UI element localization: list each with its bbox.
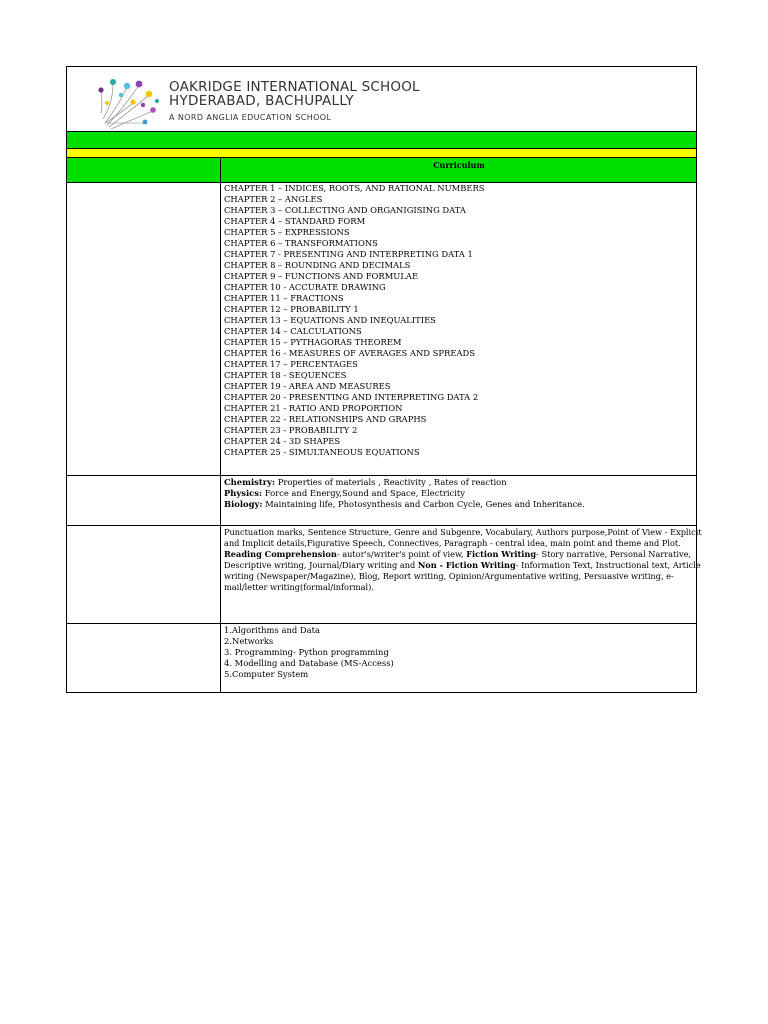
physics-label: Physics: [224, 488, 263, 498]
logo-dot [110, 79, 116, 85]
ict-item: 3. Programming- Python programming [224, 647, 389, 657]
english-subject-cell [67, 526, 221, 623]
english-line: Punctuation marks, Sentence Structure, Genre and Subgenre, Vocabulary, Authors purpose,Point of View - Explicit [224, 527, 702, 537]
curriculum-header: Curriculum [433, 160, 485, 170]
science-subject-cell [67, 476, 221, 525]
english-line [224, 549, 694, 560]
fiction-writing-label: Fiction Writing [466, 549, 537, 559]
chemistry-label: Chemistry: [224, 477, 276, 487]
chapter-item: CHAPTER 2 – ANGLES [224, 194, 323, 204]
school-tagline: A NORD ANGLIA EDUCATION SCHOOL [169, 113, 332, 122]
english-line: writing (Newspaper/Magazine), Blog, Report writing, Opinion/Argumentative writing, Persuasive writing, e- [224, 571, 674, 581]
chapter-item: CHAPTER 24 - 3D SHAPES [224, 436, 341, 446]
chemistry-line [224, 477, 694, 488]
chapter-item: CHAPTER 21 - RATIO AND PROPORTION [224, 403, 403, 413]
chapter-item: CHAPTER 25 - SIMULTANEOUS EQUATIONS [224, 447, 420, 457]
chapter-item: CHAPTER 6 – TRANSFORMATIONS [224, 238, 378, 248]
english-line: mail/letter writing(formal/informal). [224, 582, 374, 592]
chapter-item: CHAPTER 3 – COLLECTING AND ORGANIGISING DATA [224, 205, 466, 215]
english-row [67, 525, 702, 623]
yellow-band [67, 148, 696, 157]
physics-topics: Force and Energy,Sound and Space, Electricity [262, 488, 465, 498]
maths-subject-cell [67, 183, 221, 475]
physics-line [224, 488, 694, 499]
ict-subject-cell [67, 624, 221, 692]
logo-dot [141, 103, 145, 107]
ict-item: 2.Networks [224, 636, 274, 646]
chapter-item: CHAPTER 4 – STANDARD FORM [224, 216, 366, 226]
reading-comprehension-label: Reading Comprehension [224, 549, 337, 559]
chapter-item: CHAPTER 12 – PROBABILITY 1 [224, 304, 359, 314]
green-band [67, 131, 696, 148]
logo-dot [105, 101, 109, 105]
chapter-item: CHAPTER 9 – FUNCTIONS AND FORMULAE [224, 271, 419, 281]
chapter-item: CHAPTER 5 – EXPRESSIONS [224, 227, 350, 237]
ict-item: 1.Algorithms and Data [224, 625, 320, 635]
chapter-item: CHAPTER 11 – FRACTIONS [224, 293, 344, 303]
school-location: HYDERABAD, BACHUPALLY [169, 93, 354, 109]
biology-label: Biology: [224, 499, 263, 509]
chapter-item: CHAPTER 23 - PROBABILITY 2 [224, 425, 358, 435]
english-line [224, 560, 701, 571]
english-topics [222, 526, 702, 623]
chapter-item: CHAPTER 14 – CALCULATIONS [224, 326, 362, 336]
chapter-item: CHAPTER 18 - SEQUENCES [224, 370, 347, 380]
chapter-item: CHAPTER 10 - ACCURATE DRAWING [224, 282, 386, 292]
ict-item: 5.Computer System [224, 669, 309, 679]
logo-dot [146, 91, 152, 97]
logo-dot [150, 107, 156, 113]
maths-row [67, 182, 696, 475]
logo-dot [155, 99, 159, 103]
logo-dot [130, 99, 135, 104]
logo-dot [119, 93, 123, 97]
logo-dot [143, 120, 148, 125]
school-name-block [169, 80, 420, 124]
science-row [67, 475, 696, 525]
logo-dot [98, 87, 103, 92]
school-logo-icon [95, 73, 165, 131]
chapter-item: CHAPTER 22 - RELATIONSHIPS AND GRAPHS [224, 414, 427, 424]
chapter-item: CHAPTER 19 - AREA AND MEASURES [224, 381, 391, 391]
chapter-item: CHAPTER 16 - MEASURES OF AVERAGES AND SPREADS [224, 348, 475, 358]
chemistry-topics: Properties of materials , Reactivity , Rates of reaction [275, 477, 507, 487]
school-header [67, 67, 696, 131]
chapter-item: CHAPTER 8 – ROUNDING AND DECIMALS [224, 260, 411, 270]
science-topics [222, 476, 696, 525]
chapter-item: CHAPTER 7 - PRESENTING AND INTERPRETING DATA 1 [224, 249, 473, 259]
ict-topics [222, 624, 696, 692]
logo-dot [136, 81, 143, 88]
biology-topics: Maintaining life, Photosynthesis and Carbon Cycle, Genes and Inheritance. [262, 499, 585, 509]
english-line: and Implicit details,Figurative Speech, Connectives, Paragraph - central idea, main point and theme and Plot. [224, 538, 681, 548]
english-text: - Information Text, Instructional text, Article [515, 560, 701, 570]
ict-row [67, 623, 696, 692]
chapter-item: CHAPTER 20 - PRESENTING AND INTERPRETING DATA 2 [224, 392, 479, 402]
curriculum-sheet [66, 66, 702, 693]
chapter-item: CHAPTER 1 – INDICES, ROOTS, AND RATIONAL NUMBERS [224, 183, 485, 193]
biology-line [224, 499, 694, 510]
subject-header-cell [67, 158, 221, 182]
english-text: - autor's/writer's point of view, [336, 549, 467, 559]
english-text: - Story narrative, Personal Narrative, [536, 549, 692, 559]
chapter-item: CHAPTER 13 – EQUATIONS AND INEQUALITIES [224, 315, 436, 325]
non-fiction-writing-label: Non - Fiction Writing [417, 560, 516, 570]
ict-item: 4. Modelling and Database (MS-Access) [224, 658, 394, 668]
school-name: OAKRIDGE INTERNATIONAL SCHOOL [169, 79, 420, 95]
maths-chapters [222, 183, 696, 475]
curriculum-header-row [67, 157, 696, 182]
logo-dot [124, 83, 130, 89]
chapter-item: CHAPTER 15 – PYTHAGORAS THEOREM [224, 337, 402, 347]
english-text: Descriptive writing, Journal/Diary writing and [224, 560, 418, 570]
chapter-item: CHAPTER 17 – PERCENTAGES [224, 359, 358, 369]
